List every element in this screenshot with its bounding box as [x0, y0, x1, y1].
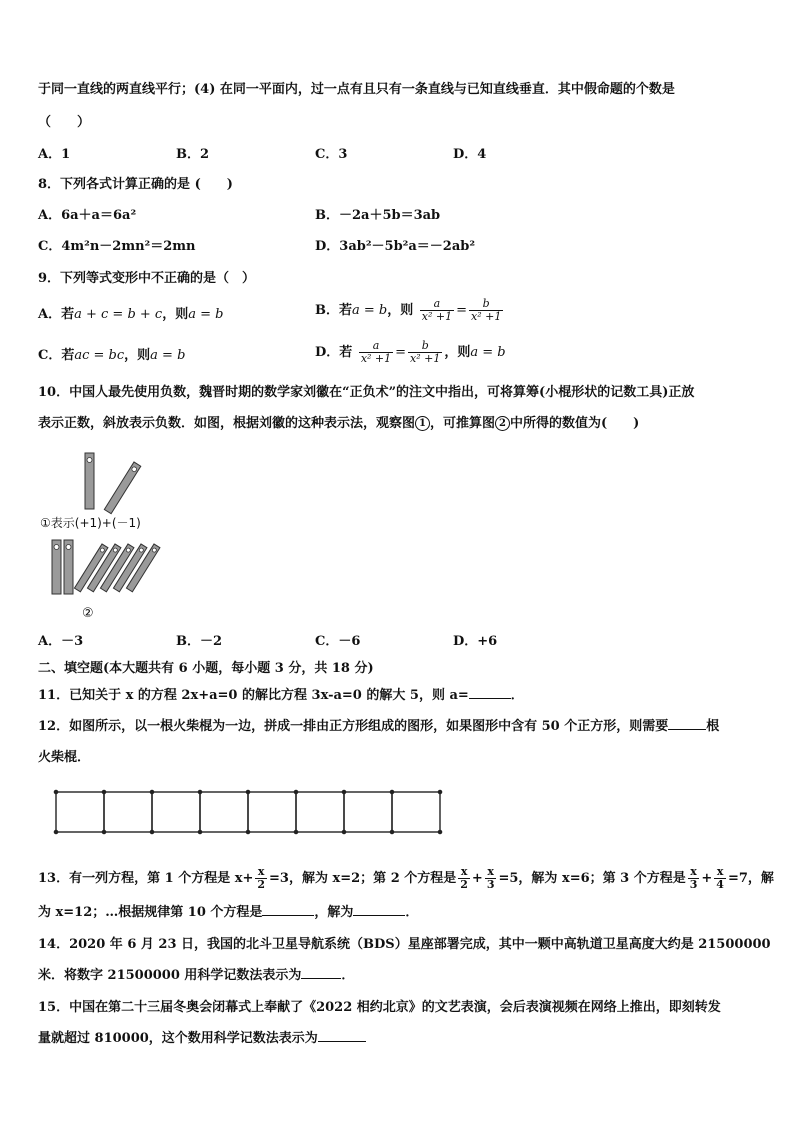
q13-stem-line1: 13．有一列方程，第 1 个方程是 x+ $\frac{x}{2}$ =3，解为 x=2；第 2 个方程是 $\frac{x}{2}$ + $\frac{x}{3}$ =5，解为 x=6；第 3 个方程是 $\frac{x}{3}$ + $\frac{x}{4}$ =7，解: [38, 865, 774, 891]
q14-stem-line2: 米．将数字 21500000 用科学记数法表示为 ．: [38, 968, 355, 983]
figure1-label: ①表示(+1)+(－1): [40, 516, 141, 530]
q9-d-fraction-right: $\frac{b}{\text{x² +1}}$: [410, 339, 441, 365]
q11-stem: 11．已知关于 x 的方程 2x+a=0 的解比方程 3x-a=0 的解大 5，则 a= ．: [38, 688, 524, 703]
circled-one: 1: [415, 416, 430, 431]
matchstick-joint: [294, 830, 297, 833]
q15-stem-line1: 15．中国在第二十三届冬奥会闭幕式上奉献了《2022 相约北京》的文艺表演，会后表演视频在网络上推出，即刻转发: [38, 1000, 721, 1015]
matchstick-square: [392, 792, 440, 832]
matchstick-joint: [102, 790, 105, 793]
q9-option-b: B．若a = b，则 $\frac{a}{\text{x² +1}}$ = $\frac{b}{\text{x² +1}}$: [315, 297, 502, 323]
q9-option-a: A．若a + c = b + c，则a = b: [38, 307, 224, 322]
matchstick-joint: [150, 830, 153, 833]
q7-option-d: D．4: [453, 147, 487, 162]
q9-option-d: D．若 $\frac{a}{\text{x² +1}}$ = $\frac{b}{\text{x² +1}}$ ，则a = b: [315, 339, 506, 365]
q15-stem-line2: 量就超过 810000，这个数用科学记数法表示为: [38, 1030, 366, 1048]
q15-answer-blank: [318, 1041, 366, 1042]
figure1-slanted-rod: [104, 462, 140, 514]
matchstick-joint: [246, 790, 249, 793]
q13-equation-blank: [262, 915, 314, 916]
q10-option-d: D．+6: [453, 634, 498, 649]
circled-two: 2: [495, 416, 510, 431]
q8-option-d: D．3ab²－5b²a＝－2ab²: [315, 239, 476, 254]
matchstick-joint: [102, 830, 105, 833]
q7-option-a: A．1: [38, 147, 71, 162]
q13-stem-line2: 为 x=12；…根据规律第 10 个方程是 ，解为 ．: [38, 905, 419, 920]
q8-option-a: A．6a＋a＝6a²: [38, 208, 137, 223]
q12-stem-line2: 火柴棍．: [38, 750, 91, 765]
figure2-label: ②: [82, 606, 94, 621]
q14-stem-line1: 14．2020 年 6 月 23 日，我国的北斗卫星导航系统（BDS）星座部署完成，其中一颗中高轨道卫星高度大约是 21500000: [38, 937, 771, 952]
q9-option-c: C．若ac = bc，则a = b: [38, 348, 186, 363]
matchstick-joint: [198, 830, 201, 833]
matchstick-square: [152, 792, 200, 832]
q9-stem: 9．下列等式变形中不正确的是（ ）: [38, 271, 256, 286]
matchstick-joint: [342, 830, 345, 833]
matchstick-square: [56, 792, 104, 832]
q8-option-c: C．4m²n－2mn²＝2mn: [38, 239, 196, 254]
figure2-upright-rod-2: [64, 540, 73, 594]
matchstick-joint: [54, 830, 57, 833]
matchstick-joint: [438, 830, 441, 833]
matchstick-squares-figure: [52, 788, 444, 836]
figure1-upright-rod: [85, 453, 94, 509]
q13-fraction-x-over-2a: $\frac{x}{2}$: [257, 865, 266, 891]
matchstick-joint: [342, 790, 345, 793]
q13-solution-blank: [353, 915, 405, 916]
q7-answer-paren: （ ）: [38, 115, 91, 130]
matchstick-joint: [390, 830, 393, 833]
section-heading-fill-in: 二、填空题(本大题共有 6 小题，每小题 3 分，共 18 分): [38, 661, 374, 676]
matchstick-square: [296, 792, 344, 832]
q14-answer-blank: [301, 978, 341, 979]
q10-option-b: B．－2: [176, 634, 223, 649]
matchstick-joint: [294, 790, 297, 793]
matchstick-joint: [246, 830, 249, 833]
q7-option-c: C．3: [315, 147, 348, 162]
q9-b-fraction-right: $\frac{b}{\text{x² +1}}$: [471, 297, 502, 323]
q13-fraction-x-over-3a: $\frac{x}{3}$: [486, 865, 495, 891]
q10-option-c: C．－6: [315, 634, 361, 649]
q7-stem-line: 于同一直线的两直线平行；(4) 在同一平面内，过一点有且只有一条直线与已知直线垂直．其中假命题的个数是: [38, 82, 675, 97]
matchstick-square: [200, 792, 248, 832]
counting-rods-figure: [38, 448, 178, 623]
matchstick-square: [344, 792, 392, 832]
q10-stem-line2: 表示正数，斜放表示负数．如图，根据刘徽的这种表示法，观察图 1 ，可推算图 2 中所得的数值为( ): [38, 416, 640, 431]
matchstick-joint: [198, 790, 201, 793]
q13-fraction-x-over-2b: $\frac{x}{2}$: [460, 865, 468, 891]
matchstick-joint: [438, 790, 441, 793]
q7-option-b: B．2: [176, 147, 210, 162]
matchstick-joint: [150, 790, 153, 793]
matchstick-square: [104, 792, 152, 832]
q13-fraction-x-over-3b: $\frac{x}{3}$: [689, 865, 698, 891]
q11-answer-blank: [469, 698, 511, 699]
q10-option-a: A．－3: [38, 634, 84, 649]
figure2-upright-rod-1: [52, 540, 61, 594]
q9-b-fraction-left: $\frac{a}{\text{x² +1}}$: [421, 297, 453, 323]
q8-stem: 8．下列各式计算正确的是 ( ): [38, 177, 233, 192]
matchstick-square: [248, 792, 296, 832]
q9-d-fraction-left: $\frac{a}{\text{x² +1}}$: [360, 339, 392, 365]
matchstick-joint: [54, 790, 57, 793]
matchstick-joint: [390, 790, 393, 793]
q10-stem-line1: 10．中国人最先使用负数，魏晋时期的数学家刘徽在“正负术”的注文中指出，可将算筹(小棍形状的记数工具)正放: [38, 385, 695, 400]
q12-answer-blank: [668, 729, 706, 730]
q13-fraction-x-over-4: $\frac{x}{4}$: [716, 865, 724, 891]
q8-option-b: B．－2a＋5b＝3ab: [315, 208, 441, 223]
q12-stem-line1: 12．如图所示，以一根火柴棍为一边，拼成一排由正方形组成的图形，如果图形中含有 50 个正方形，则需要 根: [38, 719, 720, 734]
